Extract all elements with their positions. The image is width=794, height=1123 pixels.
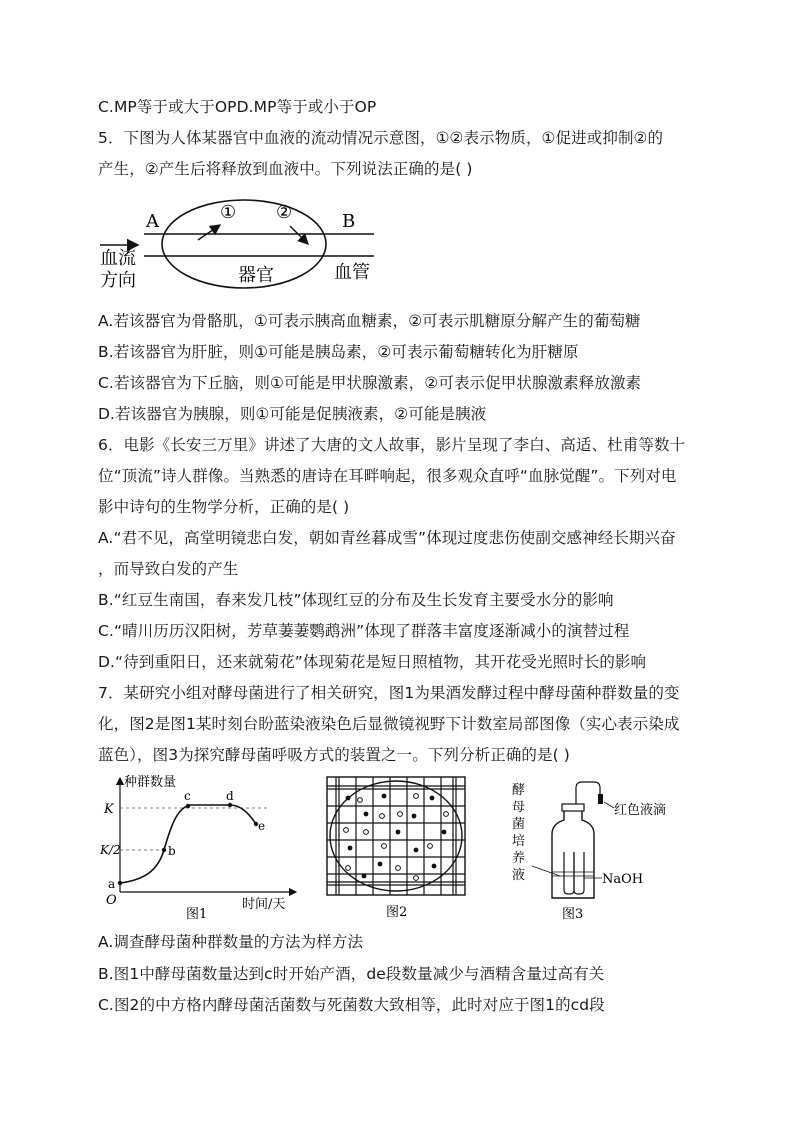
substance-2-arrow xyxy=(290,226,308,244)
substance-1-arrow xyxy=(198,225,220,240)
question-7-line-1: 7．某研究小组对酵母菌进行了相关研究，图1为果酒发酵过程中酵母菌种群数量的变 xyxy=(98,684,680,702)
figure-3-caption: 图3 xyxy=(562,907,584,922)
question-6-option-b: B.“红豆生南国，春来发几枝”体现红豆的分布及生长发育主要受水分的影响 xyxy=(98,591,614,609)
substance-1-label: ① xyxy=(220,202,237,223)
question-6-option-d: D.“待到重阳日，还来就菊花”体现菊花是短日照植物，其开花受光照时长的影响 xyxy=(98,653,647,671)
yeast-label-5: 养 xyxy=(512,851,526,866)
question-5-option-a: A.若该器官为骨骼肌，①可表示胰高血糖素，②可表示肌糖原分解产生的葡萄糖 xyxy=(98,312,641,330)
point-c xyxy=(186,804,190,808)
k-label: K xyxy=(104,802,114,817)
question-7-line-3: 蓝色），图3为探究酵母菌呼吸方式的装置之一。下列分析正确的是( ) xyxy=(98,746,570,764)
question-5-option-c: C.若该器官为下丘脑，则①可能是甲状腺激素，②可表示促甲状腺激素释放激素 xyxy=(98,374,642,392)
yeast-label-2: 母 xyxy=(512,800,526,815)
naoh-label: NaOH xyxy=(602,872,644,887)
stopper xyxy=(562,804,584,811)
origin-label: O xyxy=(106,893,117,908)
question-5-line-2: 产生，②产生后将释放到血液中。下列说法正确的是( ) xyxy=(98,160,473,178)
flask xyxy=(552,810,594,898)
flow-label-1: 血流 xyxy=(100,248,136,269)
question-5-line-1: 5．下图为人体某器官中血液的流动情况示意图，①②表示物质，①促进或抑制②的 xyxy=(98,129,664,147)
point-a-label: a xyxy=(108,877,116,891)
droplet-pointer xyxy=(604,802,614,808)
option-c-previous: C.MP等于或大于OPD.MP等于或小于OP xyxy=(98,98,377,116)
question-5-option-d: D.若该器官为胰腺，则①可能是促胰液素，②可能是胰液 xyxy=(98,405,487,423)
question-6-option-a-2: ，而导致白发的产生 xyxy=(98,560,239,578)
y-axis-label: 种群数量 xyxy=(124,775,177,790)
question-6-line-1: 6．电影《长安三万里》讲述了大唐的文人故事，影片呈现了李白、高适、杜甫等数十 xyxy=(98,436,686,454)
point-d xyxy=(228,803,232,807)
question-7-option-a: A.调查酵母菌种群数量的方法为样方法 xyxy=(98,933,364,951)
inner-tube-2 xyxy=(574,852,584,894)
point-d-label: d xyxy=(226,789,234,803)
question-5-figure xyxy=(98,198,388,290)
question-6-line-3: 影中诗句的生物学分析，正确的是( ) xyxy=(98,498,350,516)
figure-2-counting-chamber xyxy=(326,776,466,922)
substance-2-label: ② xyxy=(276,202,293,223)
organ-label: 器官 xyxy=(238,265,274,286)
question-5-option-b: B.若该器官为肝脏，则①可能是胰岛素，②可表示葡萄糖转化为肝糖原 xyxy=(98,343,579,361)
point-e-label: e xyxy=(258,819,266,833)
point-b-label: B xyxy=(342,211,356,232)
yeast-pointer xyxy=(532,866,560,876)
inner-tube-1 xyxy=(564,852,574,894)
point-b xyxy=(162,848,166,852)
chamber-border xyxy=(327,777,465,895)
point-b-label: b xyxy=(168,844,176,858)
point-c-label: c xyxy=(184,789,191,803)
vessel-label: 血管 xyxy=(334,262,370,283)
figure-2-caption: 图2 xyxy=(386,905,408,920)
question-7-option-c: C.图2的中方格内酵母菌活菌数与死菌数大致相等，此时对应于图1的cd段 xyxy=(98,996,605,1014)
yeast-label-3: 菌 xyxy=(512,817,526,832)
figure-1-caption: 图1 xyxy=(186,907,208,922)
question-7-option-b: B.图1中酵母菌数量达到c时开始产酒，de段数量减少与酒精含量过高有关 xyxy=(98,965,605,983)
yeast-label-1: 酵 xyxy=(512,783,526,798)
yeast-label-6: 液 xyxy=(512,868,526,883)
question-6-line-2: 位“顶流”诗人群像。当熟悉的唐诗在耳畔响起，很多观众直呼“血脉觉醒”。下列对电 xyxy=(98,467,677,485)
point-a xyxy=(118,881,122,885)
question-7-line-2: 化，图2是图1某时刻台盼蓝染液染色后显微镜视野下计数室局部图像（实心表示染成 xyxy=(98,715,680,733)
point-a-label: A xyxy=(146,211,159,232)
figure-1-growth-curve xyxy=(100,772,300,922)
k-half-label: K/2 xyxy=(100,843,121,857)
question-6-option-c: C.“晴川历历汉阳树，芳草萋萋鹦鹉洲”体现了群落丰富度逐渐减小的演替过程 xyxy=(98,622,630,640)
glass-tube xyxy=(576,782,588,804)
red-droplet xyxy=(598,794,603,804)
population-curve xyxy=(120,805,256,883)
flow-label-2: 方向 xyxy=(100,270,136,290)
x-axis-label: 时间/天 xyxy=(242,897,286,912)
yeast-label-4: 培 xyxy=(512,834,526,849)
question-6-option-a-1: A.“君不见，高堂明镜悲白发，朝如青丝暮成雪”体现过度悲伤使副交感神经长期兴奋 xyxy=(98,529,676,547)
figure-3-respiration-apparatus xyxy=(512,780,672,922)
red-droplet-label: 红色液滴 xyxy=(614,803,667,818)
